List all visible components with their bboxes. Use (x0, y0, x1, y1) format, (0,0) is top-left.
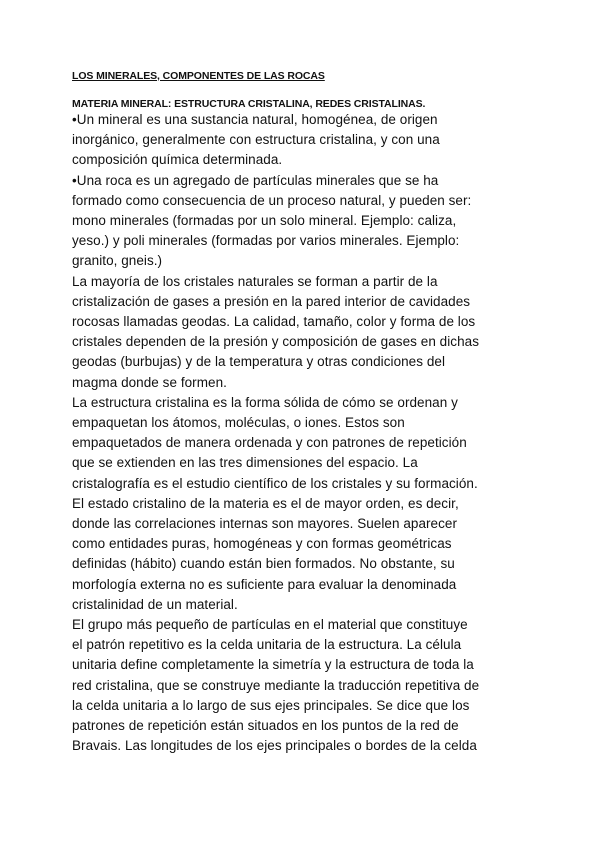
text-line: patrones de repetición están situados en los puntos de la red de (72, 718, 459, 734)
text-line: donde las correlaciones internas son mayores. Suelen aparecer (72, 516, 458, 532)
text-line: que se extienden en las tres dimensiones del espacio. La (72, 455, 418, 471)
text-line: La mayoría de los cristales naturales se forman a partir de la (72, 273, 438, 289)
text-line: granito, gneis.) (72, 253, 163, 269)
text-line: cristales dependen de la presión y composición de gases en dichas (72, 334, 479, 350)
text-line: empaquetan los átomos, moléculas, o iones. Estos son (72, 415, 405, 431)
paragraph-crystal-structure (72, 393, 532, 615)
text-line: morfología externa no es suficiente para evaluar la denominada (72, 576, 457, 592)
text-line: unitaria define completamente la simetría y la estructura de toda la (72, 657, 474, 673)
text-line: cristalografía es el estudio científico de los cristales y su formación. (72, 475, 478, 491)
text-line: El grupo más pequeño de partículas en el material que constituye (72, 617, 468, 633)
document-title: LOS MINERALES, COMPONENTES DE LAS ROCAS (72, 70, 325, 82)
text-line: definidas (hábito) cuando están bien formados. No obstante, su (72, 556, 455, 572)
paragraph-crystal-formation (72, 272, 532, 393)
text-line: rocosas llamadas geodas. La calidad, tamaño, color y forma de los (72, 314, 476, 330)
paragraph-mineral-definition (72, 110, 532, 171)
paragraph-unit-cell (72, 615, 532, 756)
text-line: el patrón repetitivo es la celda unitaria de la estructura. La célula (72, 637, 462, 653)
text-line: geodas (burbujas) y de la temperatura y otras condiciones del (72, 354, 446, 370)
text-line: yeso.) y poli minerales (formadas por varios minerales. Ejemplo: (72, 233, 460, 249)
text-line: La estructura cristalina es la forma sólida de cómo se ordenan y (72, 394, 458, 410)
text-line: Bravais. Las longitudes de los ejes principales o bordes de la celda (72, 738, 477, 754)
document-page (72, 70, 532, 757)
text-line: cristalinidad de un material. (72, 596, 238, 612)
text-line: El estado cristalino de la materia es el de mayor orden, es decir, (72, 495, 459, 511)
text-line: cristalización de gases a presión en la pared interior de cavidades (72, 293, 471, 309)
text-line: como entidades puras, homogéneas y con formas geométricas (72, 536, 452, 552)
text-line: magma donde se formen. (72, 374, 227, 390)
paragraph-rock-definition (72, 171, 532, 272)
text-line: inorgánico, generalmente con estructura cristalina, y con una (72, 132, 440, 148)
text-line: red cristalina, que se construye mediante la traducción repetitiva de (72, 677, 480, 693)
text-line: •Un mineral es una sustancia natural, homogénea, de origen (72, 112, 438, 127)
text-line: •Una roca es un agregado de partículas minerales que se ha (72, 172, 439, 188)
text-line: la celda unitaria a lo largo de sus ejes principales. Se dice que los (72, 697, 470, 713)
text-line: composición química determinada. (72, 152, 283, 168)
text-line: formado como consecuencia de un proceso natural, y pueden ser: (72, 192, 472, 208)
text-line: mono minerales (formadas por un solo mineral. Ejemplo: caliza, (72, 213, 457, 229)
section-heading: MATERIA MINERAL: ESTRUCTURA CRISTALINA, REDES CRISTALINAS. (72, 98, 426, 110)
text-line: empaquetados de manera ordenada y con patrones de repetición (72, 435, 467, 451)
